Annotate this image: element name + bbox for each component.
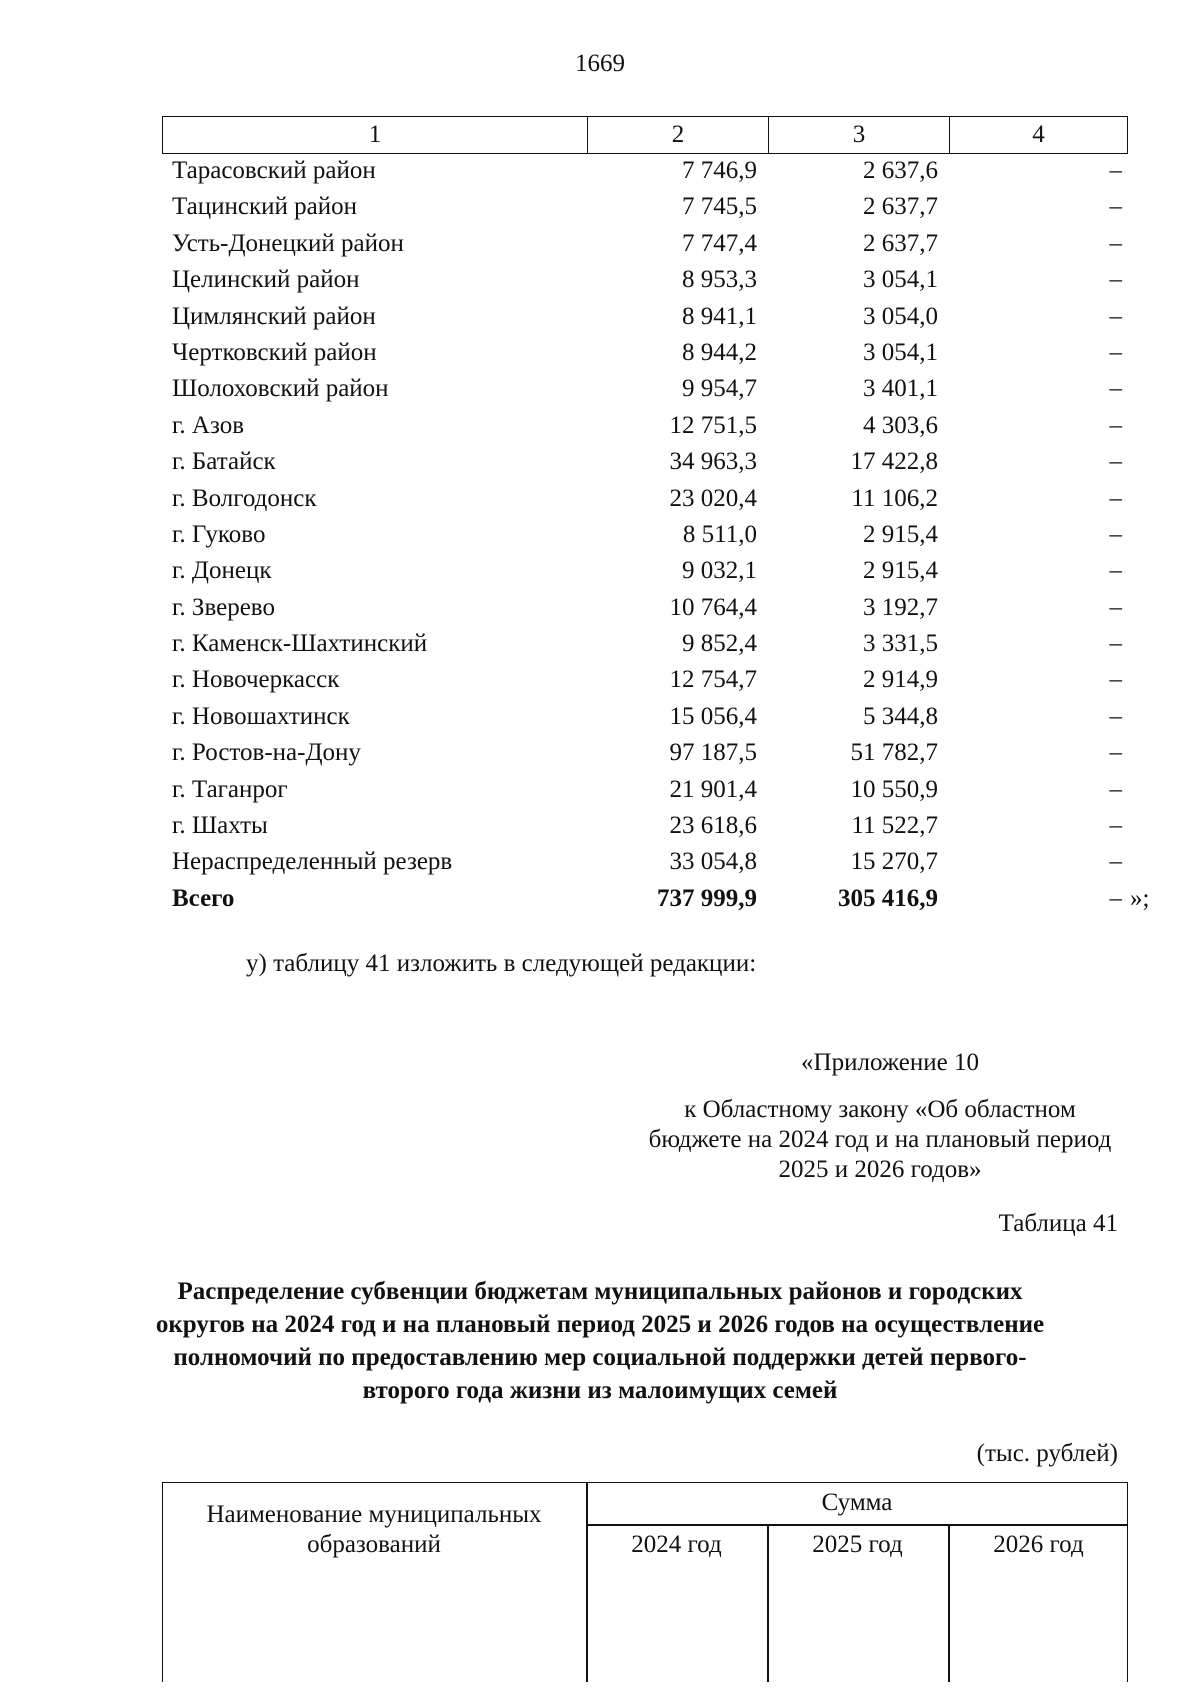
- row-value-2024: 8 953,3: [682, 266, 757, 294]
- units-label: (тыс. рублей): [976, 1440, 1118, 1467]
- row-value-2024: 7 747,4: [682, 229, 757, 257]
- row-name: Шолоховский район: [172, 375, 389, 403]
- row-value-2026: –: [1109, 266, 1122, 294]
- total-value-2026: –: [1109, 884, 1122, 912]
- row-value-2024: 21 901,4: [669, 775, 757, 803]
- row-tail: [1128, 772, 1162, 808]
- row-name: г. Ростов-на-Дону: [172, 739, 361, 767]
- row-tail: [1128, 262, 1162, 298]
- row-value-2024: 97 187,5: [669, 739, 757, 767]
- header-year-2025: 2025 год: [812, 1531, 903, 1558]
- table-row: [162, 662, 1162, 698]
- row-name: Целинский район: [172, 266, 360, 294]
- table-row: [162, 153, 1162, 189]
- row-name: Чертковский район: [172, 338, 377, 366]
- row-value-2024: 9 852,4: [682, 630, 757, 658]
- table-row: [162, 189, 1162, 225]
- row-value-2025: 11 522,7: [851, 812, 938, 840]
- row-value-2024: 7 746,9: [682, 157, 757, 184]
- row-name: г. Батайск: [172, 448, 276, 476]
- header-name-column: Наименование муниципальных образований: [206, 1501, 542, 1558]
- table-row: [162, 517, 1162, 553]
- row-value-2024: 8 511,0: [682, 520, 757, 548]
- row-value-2025: 3 192,7: [863, 593, 938, 621]
- row-value-2025: 2 637,6: [863, 157, 938, 184]
- column-number-3: 3: [768, 117, 949, 153]
- row-value-2024: 12 751,5: [669, 411, 757, 439]
- row-tail: [1128, 626, 1162, 662]
- row-value-2025: 2 915,4: [863, 557, 938, 585]
- row-name: Тацинский район: [172, 193, 357, 221]
- row-value-2025: 10 550,9: [850, 775, 938, 803]
- row-value-2025: 2 915,4: [863, 520, 938, 548]
- table-row: [162, 335, 1162, 371]
- table-row: [162, 808, 1162, 844]
- row-value-2025: 2 637,7: [863, 229, 938, 257]
- row-value-2025: 5 344,8: [863, 702, 938, 730]
- total-value-2024: 737 999,9: [657, 884, 757, 912]
- row-value-2024: 33 054,8: [669, 848, 757, 876]
- row-name: г. Зверево: [172, 593, 275, 621]
- row-value-2025: 3 331,5: [863, 630, 938, 658]
- table-row: [162, 408, 1162, 444]
- row-value-2026: –: [1109, 484, 1122, 512]
- table-row: [162, 481, 1162, 517]
- table-row: [162, 299, 1162, 335]
- row-tail: [1128, 590, 1162, 626]
- row-value-2026: –: [1109, 338, 1122, 366]
- table-row: [162, 844, 1162, 880]
- row-value-2026: –: [1109, 812, 1122, 840]
- column-number-row: [162, 116, 1128, 154]
- row-tail: [1128, 299, 1162, 335]
- row-value-2026: –: [1109, 775, 1122, 803]
- row-name: г. Новошахтинск: [172, 702, 350, 730]
- row-tail: [1128, 844, 1162, 880]
- row-value-2025: 3 401,1: [863, 375, 938, 403]
- row-value-2026: –: [1109, 630, 1122, 658]
- header-year-2024: 2024 год: [631, 1531, 722, 1558]
- row-value-2026: –: [1109, 848, 1122, 876]
- table-row: [162, 699, 1162, 735]
- amendment-clause: у) таблицу 41 изложить в следующей редакции:: [246, 950, 757, 977]
- row-tail: [1128, 335, 1162, 371]
- table-label: Таблица 41: [998, 1210, 1118, 1237]
- row-value-2025: 3 054,1: [863, 338, 938, 366]
- row-name: Цимлянский район: [172, 302, 376, 330]
- row-value-2026: –: [1109, 302, 1122, 330]
- total-row: [162, 881, 1162, 917]
- column-number-4: 4: [949, 117, 1127, 153]
- row-name: г. Волгодонск: [172, 484, 317, 512]
- row-value-2026: –: [1109, 666, 1122, 694]
- row-value-2025: 15 270,7: [850, 848, 938, 876]
- row-name: г. Шахты: [172, 812, 268, 840]
- row-value-2026: –: [1109, 702, 1122, 730]
- row-value-2024: 15 056,4: [669, 702, 757, 730]
- row-name: Нераспределенный резерв: [172, 848, 453, 876]
- column-number-1: 1: [368, 121, 382, 148]
- row-value-2024: 9 032,1: [682, 557, 757, 585]
- row-value-2025: 2 914,9: [863, 666, 938, 694]
- row-value-2026: –: [1109, 593, 1122, 621]
- appendix-law-reference: к Областному закону «Об областном бюджете на 2024 год и на плановый период 2025 и 2026 годов»: [648, 1096, 1112, 1183]
- page-number: 1669: [575, 50, 625, 77]
- table-row: [162, 226, 1162, 262]
- row-value-2025: 2 637,7: [863, 193, 938, 221]
- row-value-2026: –: [1109, 557, 1122, 585]
- row-value-2026: –: [1109, 229, 1122, 257]
- row-name: г. Азов: [172, 411, 245, 439]
- row-value-2025: 17 422,8: [850, 448, 938, 476]
- row-tail: [1128, 662, 1162, 698]
- continued-table-body: [162, 153, 1162, 917]
- row-value-2024: 34 963,3: [669, 448, 757, 476]
- table-heading: Распределение субвенции бюджетам муниципальных районов и городских округов на 2024 год и на плановый период 2025 и 2026 годов на осуществление полномочий по предоставлению мер социальной поддержки детей первого-второго года жизни из малоимущих семей: [155, 1278, 1045, 1404]
- row-tail: [1128, 226, 1162, 262]
- table-row: [162, 371, 1162, 407]
- row-name: г. Таганрог: [172, 775, 288, 803]
- row-tail: [1128, 699, 1162, 735]
- row-tail: [1128, 189, 1162, 225]
- row-value-2024: 8 944,2: [682, 338, 757, 366]
- row-value-2026: –: [1109, 411, 1122, 439]
- row-value-2026: –: [1109, 375, 1122, 403]
- row-value-2024: 23 020,4: [669, 484, 757, 512]
- row-tail: [1128, 553, 1162, 589]
- row-value-2024: 23 618,6: [669, 812, 757, 840]
- row-tail: [1128, 153, 1162, 189]
- row-value-2026: –: [1109, 739, 1122, 767]
- row-value-2024: 7 745,5: [682, 193, 757, 221]
- total-name: Всего: [172, 884, 235, 912]
- table-row: [162, 262, 1162, 298]
- appendix-title: «Приложение 10: [801, 1049, 979, 1076]
- table-row: [162, 590, 1162, 626]
- row-value-2025: 3 054,1: [863, 266, 938, 294]
- row-value-2025: 51 782,7: [850, 739, 938, 767]
- row-name: г. Донецк: [172, 557, 272, 585]
- header-year-2026: 2026 год: [993, 1531, 1084, 1558]
- table-row: [162, 553, 1162, 589]
- row-value-2025: 4 303,6: [863, 411, 938, 439]
- new-table-header: [162, 1482, 1128, 1682]
- header-sum: Сумма: [821, 1489, 893, 1516]
- row-tail: [1128, 444, 1162, 480]
- row-value-2026: –: [1109, 448, 1122, 476]
- row-tail: [1128, 517, 1162, 553]
- table-row: [162, 626, 1162, 662]
- row-name: г. Новочеркасск: [172, 666, 340, 694]
- row-value-2026: –: [1109, 157, 1122, 184]
- row-value-2026: –: [1109, 193, 1122, 221]
- row-name: Тарасовский район: [172, 157, 376, 184]
- total-value-2025: 305 416,9: [838, 884, 938, 912]
- row-value-2024: 10 764,4: [669, 593, 757, 621]
- row-name: Усть-Донецкий район: [172, 229, 404, 257]
- row-value-2026: –: [1109, 520, 1122, 548]
- row-tail: [1128, 408, 1162, 444]
- table-row: [162, 735, 1162, 771]
- row-value-2025: 11 106,2: [851, 484, 938, 512]
- row-tail: [1128, 371, 1162, 407]
- column-number-2: 2: [587, 117, 768, 153]
- row-value-2024: 9 954,7: [682, 375, 757, 403]
- row-tail: [1128, 481, 1162, 517]
- row-value-2025: 3 054,0: [863, 302, 938, 330]
- row-name: г. Гуково: [172, 520, 266, 548]
- row-tail: [1128, 808, 1162, 844]
- row-value-2024: 8 941,1: [682, 302, 757, 330]
- row-tail: [1128, 735, 1162, 771]
- table-row: [162, 772, 1162, 808]
- row-value-2024: 12 754,7: [669, 666, 757, 694]
- closing-quote: »;: [1130, 884, 1150, 912]
- table-row: [162, 444, 1162, 480]
- row-name: г. Каменск-Шахтинский: [172, 630, 428, 658]
